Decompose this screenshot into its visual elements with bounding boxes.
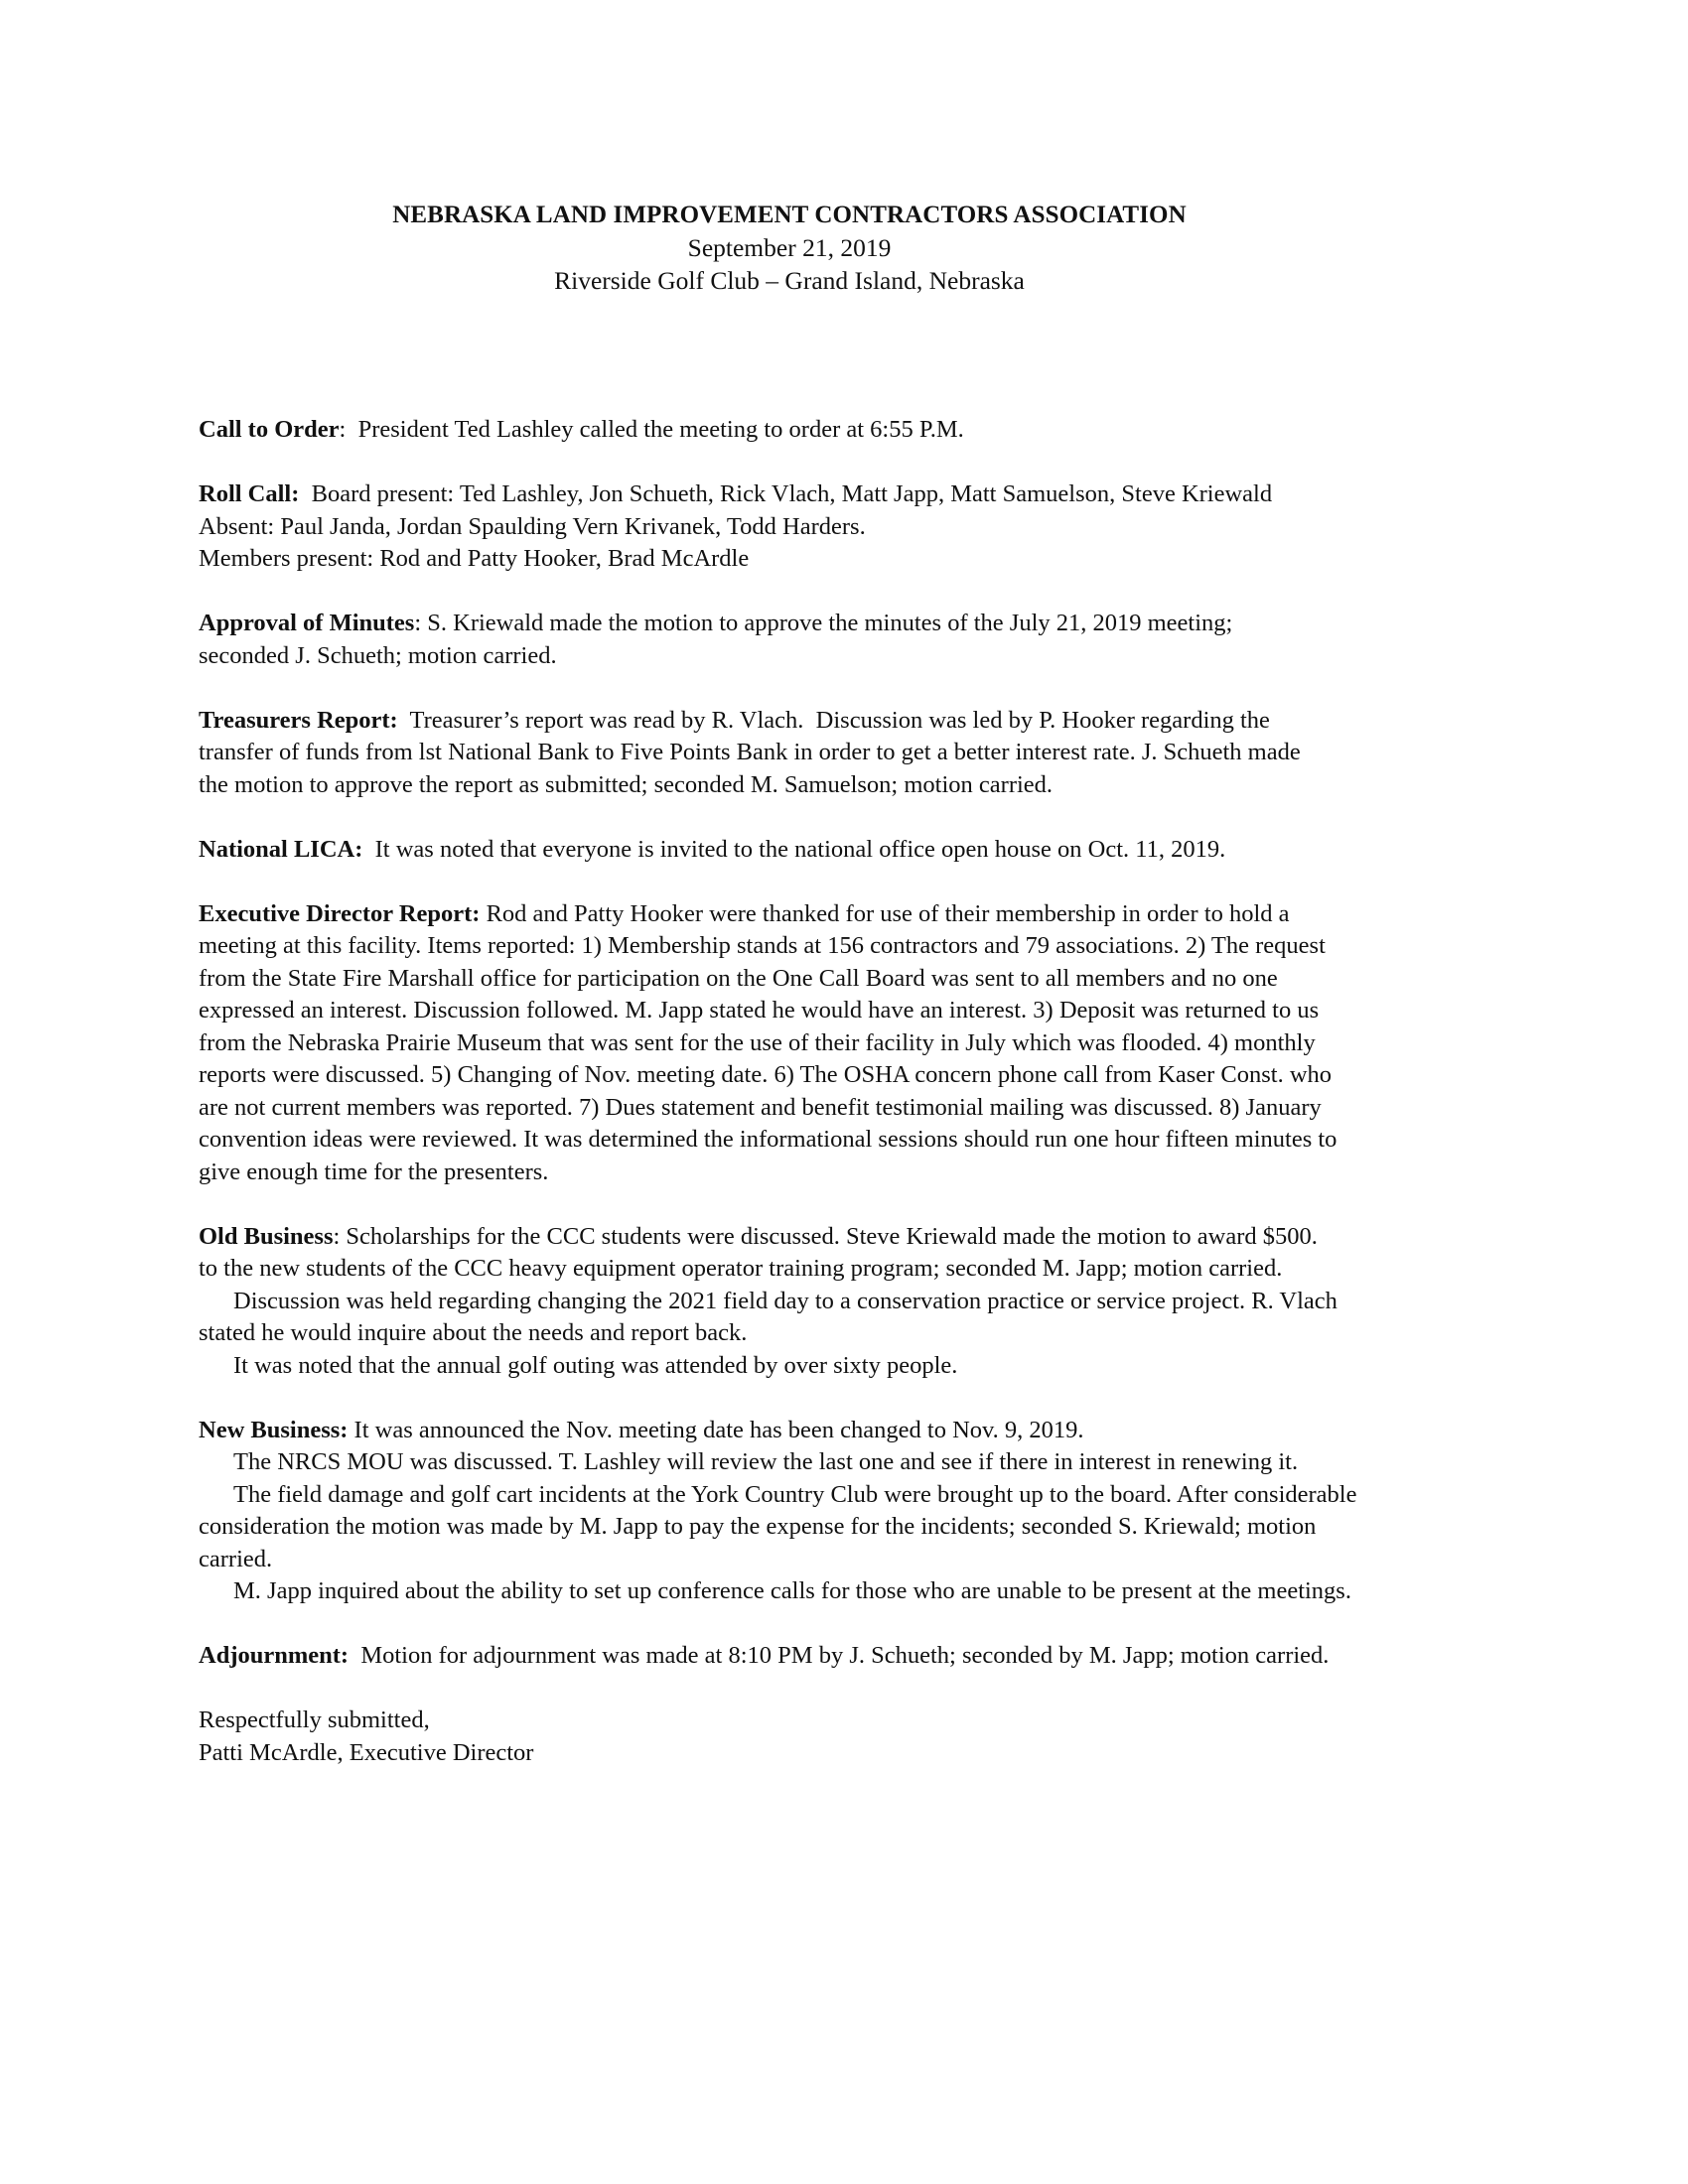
old-business-line-1: : Scholarships for the CCC students were discussed. Steve Kriewald made the motion to award $500. [333, 1222, 1318, 1250]
old-business-section [199, 1221, 1519, 1383]
exec-line-6: reports were discussed. 5) Changing of Nov. meeting date. 6) The OSHA concern phone call from Kaser Const. who [199, 1061, 1333, 1088]
roll-call-absent: Absent: Paul Janda, Jordan Spaulding Vern Krivanek, Todd Harders. [199, 512, 866, 540]
call-to-order-label: Call to Order [199, 416, 340, 443]
treasurers-line-2: transfer of funds from lst National Bank to Five Points Bank in order to get a better interest rate. J. Schueth made [199, 739, 1301, 765]
treasurers-label: Treasurers Report: [199, 706, 398, 734]
approval-of-minutes-section [199, 608, 1519, 672]
treasurers-line-1: Treasurer’s report was read by R. Vlach. Discussion was led by P. Hooker regarding the [397, 706, 1270, 734]
exec-line-3: from the State Fire Marshall office for participation on the One Call Board was sent to all members and no one [199, 964, 1278, 992]
meeting-location: Riverside Golf Club – Grand Island, Nebraska [554, 266, 1025, 295]
old-business-line-4: stated he would inquire about the needs and report back. [199, 1319, 748, 1346]
exec-line-9: give enough time for the presenters. [199, 1158, 549, 1185]
roll-call-label: Roll Call: [199, 480, 300, 507]
national-lica-section [199, 834, 1519, 867]
call-to-order-sep: : [339, 416, 358, 443]
exec-director-label: Executive Director Report: [199, 899, 481, 927]
signature-name: Patti McArdle, Executive Director [199, 1738, 534, 1766]
executive-director-section [199, 898, 1519, 1189]
new-business-field-damage: The field damage and golf cart incidents at the York Country Club were brought up to the board. After considerable [233, 1480, 1357, 1508]
old-business-line-2: to the new students of the CCC heavy equipment operator training program; seconded M. Japp; motion carried. [199, 1255, 1283, 1282]
document-header [129, 199, 1450, 297]
new-business-section [199, 1415, 1519, 1608]
roll-call-members: Members present: Rod and Patty Hooker, Brad McArdle [199, 545, 750, 572]
new-business-label: New Business: [199, 1416, 349, 1443]
new-business-field-damage-3: carried. [199, 1545, 273, 1572]
treasurers-line-3: the motion to approve the report as submitted; seconded M. Samuelson; motion carried. [199, 770, 1054, 798]
exec-line-8: convention ideas were reviewed. It was determined the informational sessions should run one hour fifteen minutes to [199, 1126, 1337, 1153]
exec-line-7: are not current members was reported. 7) Dues statement and benefit testimonial mailing was discussed. 8) January [199, 1093, 1322, 1121]
exec-line-5: from the Nebraska Prairie Museum that was sent for the use of their facility in July which was flooded. 4) monthly [199, 1028, 1316, 1056]
minutes-page [199, 199, 1519, 1769]
new-business-line-1: It was announced the Nov. meeting date has been changed to Nov. 9, 2019. [348, 1416, 1084, 1443]
signature-closing: Respectfully submitted, [199, 1706, 430, 1733]
treasurers-report-section [199, 705, 1519, 802]
call-to-order-section [199, 414, 1519, 447]
exec-line-2: meeting at this facility. Items reported: 1) Membership stands at 156 contractors and 79 associations. 2) The request [199, 932, 1326, 959]
roll-call-section [199, 478, 1519, 576]
old-business-label: Old Business [199, 1222, 334, 1250]
adjournment-label: Adjournment: [199, 1642, 350, 1669]
approval-line-1: : S. Kriewald made the motion to approve the minutes of the July 21, 2019 meeting; [414, 610, 1233, 636]
new-business-field-damage-2: consideration the motion was made by M. Japp to pay the expense for the incidents; seconded S. Kriewald; motion [199, 1513, 1317, 1540]
national-lica-label: National LICA: [199, 835, 363, 863]
old-business-line-5: It was noted that the annual golf outing was attended by over sixty people. [233, 1351, 958, 1379]
new-business-nrcs: The NRCS MOU was discussed. T. Lashley will review the last one and see if there in interest in renewing it. [233, 1448, 1299, 1475]
approval-label: Approval of Minutes [199, 610, 415, 636]
organization-name: NEBRASKA LAND IMPROVEMENT CONTRACTORS ASSOCIATION [392, 202, 1187, 228]
adjournment-section [199, 1640, 1519, 1673]
new-business-conference-calls: M. Japp inquired about the ability to set up conference calls for those who are unable to be present at the meetings. [233, 1577, 1351, 1604]
call-to-order-text: President Ted Lashley called the meeting to order at 6:55 P.M. [357, 416, 964, 443]
exec-line-1: Rod and Patty Hooker were thanked for use of their membership in order to hold a [480, 899, 1290, 927]
roll-call-board: Board present: Ted Lashley, Jon Schueth, Rick Vlach, Matt Japp, Matt Samuelson, Steve Kriewald [299, 480, 1273, 507]
signature-block [199, 1705, 1519, 1769]
adjournment-text: Motion for adjournment was made at 8:10 PM by J. Schueth; seconded by M. Japp; motion carried. [349, 1642, 1330, 1669]
old-business-line-3: Discussion was held regarding changing the 2021 field day to a conservation practice or service project. R. Vlach [233, 1287, 1337, 1314]
meeting-date: September 21, 2019 [687, 233, 892, 262]
exec-line-4: expressed an interest. Discussion followed. M. Japp stated he would have an interest. 3) Deposit was returned to us [199, 997, 1320, 1024]
national-lica-text: It was noted that everyone is invited to the national office open house on Oct. 11, 2019. [362, 835, 1226, 863]
approval-line-2: seconded J. Schueth; motion carried. [199, 641, 557, 669]
